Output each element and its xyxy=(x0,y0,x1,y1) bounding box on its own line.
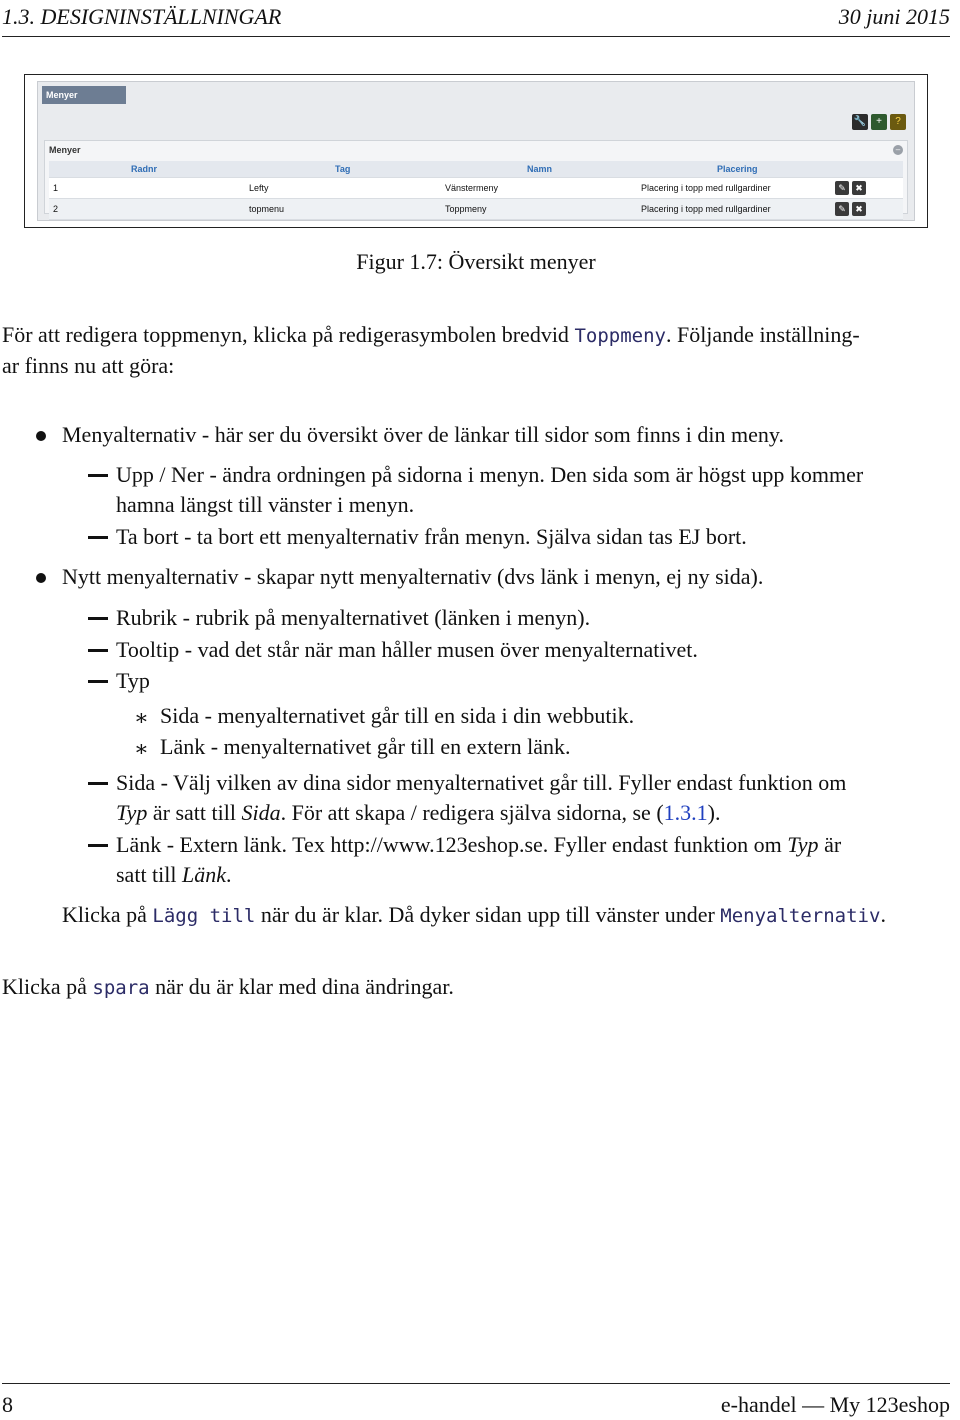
edit-icon[interactable]: ✎ xyxy=(835,181,849,195)
code-menyalternativ: Menyalternativ xyxy=(720,905,881,927)
cell-placering: Placering i topp med rullgardiner xyxy=(641,204,771,214)
sub-item-text: hamna längst till vänster i menyn. xyxy=(116,492,415,517)
italic-lank: Länk xyxy=(182,862,226,887)
sub-item-text: är xyxy=(818,832,842,857)
sub-item-text: Sida - Välj vilken av dina sidor menyalternativet går till. Fyller endast funktion om xyxy=(116,770,847,795)
footer-rule xyxy=(2,1383,950,1384)
page-number: 8 xyxy=(2,1392,13,1417)
menus-panel xyxy=(44,140,908,214)
sub-item-text: är satt till xyxy=(147,800,242,825)
final-paragraph xyxy=(2,972,952,1003)
code-toppmeny: Toppmeny xyxy=(574,325,666,347)
sub-item-lank-extern xyxy=(116,830,956,890)
table-header-row xyxy=(49,161,903,178)
menus-table xyxy=(49,161,903,220)
admin-screenshot xyxy=(37,81,915,221)
sub-item-ta-bort: Ta bort - ta bort ett menyalternativ från menyn. Själva sidan tas EJ bort. xyxy=(116,524,747,549)
footer-title: e-handel — My 123eshop xyxy=(720,1392,950,1417)
sub-item-rubrik: Rubrik - rubrik på menyalternativet (länken i menyn). xyxy=(116,605,591,630)
code-spara: spara xyxy=(92,977,150,999)
bullet-nytt-menyalternativ: Nytt menyalternativ - skapar nytt menyalternativ (dvs länk i menyn, ej ny sida). xyxy=(62,564,764,589)
toolbar xyxy=(852,114,906,130)
paragraph-text: när du är klar med dina ändringar. xyxy=(149,974,454,999)
sub-item-typ: Typ xyxy=(116,668,150,693)
section-title: 1.3. DESIGNINSTÄLLNINGAR xyxy=(2,4,282,29)
paragraph-text: Klicka på xyxy=(62,902,153,927)
cell-radnr: 2 xyxy=(53,204,59,214)
cell-radnr: 1 xyxy=(53,183,59,193)
star-marker: ∗ xyxy=(134,736,149,761)
sub-item-text: ). xyxy=(707,800,721,825)
dash-marker xyxy=(88,649,108,652)
sub-sub-item-lank: Länk - menyalternativet går till en extern länk. xyxy=(160,734,571,759)
sub-sub-item-sida: Sida - menyalternativet går till en sida i din webbutik. xyxy=(160,703,635,728)
column-header-radnr[interactable]: Radnr xyxy=(131,164,158,174)
column-header-placering[interactable]: Placering xyxy=(717,164,758,174)
sub-item-text: . För att skapa / redigera själva sidorna, se ( xyxy=(280,800,664,825)
sub-item-sida-val xyxy=(116,768,956,828)
sub-item-text: Länk - Extern länk. Tex http://www.123eshop.se. Fyller endast funktion om xyxy=(116,832,788,857)
italic-typ: Typ xyxy=(116,800,148,825)
dash-marker xyxy=(88,536,108,539)
page-header xyxy=(2,0,950,36)
sub-item-tooltip: Tooltip - vad det står när man håller musen över menyalternativet. xyxy=(116,637,698,662)
plus-icon[interactable]: + xyxy=(871,114,887,130)
star-marker: ∗ xyxy=(134,705,149,730)
collapse-icon[interactable]: – xyxy=(893,145,903,155)
bullet-marker xyxy=(36,573,46,583)
paragraph-text: . xyxy=(880,902,886,927)
trash-icon[interactable]: ✖ xyxy=(852,181,866,195)
column-header-namn[interactable]: Namn xyxy=(527,164,553,174)
bullet-menyalternativ: Menyalternativ - här ser du översikt över de länkar till sidor som finns i din meny. xyxy=(62,422,784,447)
code-lagg-till: Lägg till xyxy=(152,905,256,927)
section-reference-link[interactable]: 1.3.1 xyxy=(663,800,708,825)
klicka-lagg-till-paragraph xyxy=(62,900,958,931)
sub-item-upp-ner xyxy=(116,460,956,520)
header-date: 30 juni 2015 xyxy=(838,4,950,29)
dash-marker xyxy=(88,844,108,847)
cell-tag: topmenu xyxy=(249,204,285,214)
dash-marker xyxy=(88,782,108,785)
cell-tag: Lefty xyxy=(249,183,269,193)
figure-caption: Figur 1.7: Översikt menyer xyxy=(356,249,596,274)
dash-marker xyxy=(88,617,108,620)
italic-sida: Sida xyxy=(241,800,281,825)
wrench-icon[interactable]: 🔧 xyxy=(852,114,868,130)
dash-marker xyxy=(88,474,108,477)
menu-screenshot-figure xyxy=(24,74,928,228)
table-row xyxy=(49,178,903,199)
sub-item-text: . xyxy=(226,862,232,887)
cell-placering: Placering i topp med rullgardiner xyxy=(641,183,771,193)
intro-text-b: . Följande inställning- xyxy=(665,322,860,347)
table-row xyxy=(49,199,903,220)
sub-item-text: satt till xyxy=(116,862,182,887)
paragraph-text: Klicka på xyxy=(2,974,93,999)
intro-paragraph xyxy=(2,320,952,381)
sub-item-text: Upp / Ner - ändra ordningen på sidorna i menyn. Den sida som är högst upp kommer xyxy=(116,462,864,487)
cell-namn: Vänstermeny xyxy=(445,183,499,193)
bullet-marker xyxy=(36,431,46,441)
cell-namn: Toppmeny xyxy=(445,204,487,214)
question-icon[interactable]: ? xyxy=(890,114,906,130)
intro-text-c: ar finns nu att göra: xyxy=(2,353,175,378)
trash-icon[interactable]: ✖ xyxy=(852,202,866,216)
intro-text-a: För att redigera toppmenyn, klicka på redigerasymbolen bredvid xyxy=(2,322,575,347)
italic-typ: Typ xyxy=(787,832,819,857)
column-header-tag[interactable]: Tag xyxy=(335,164,351,174)
dash-marker xyxy=(88,680,108,683)
edit-icon[interactable]: ✎ xyxy=(835,202,849,216)
panel-title: Menyer xyxy=(49,145,81,155)
paragraph-text: när du är klar. Då dyker sidan upp till vänster under xyxy=(255,902,721,927)
header-rule xyxy=(2,36,950,37)
menus-tab[interactable]: Menyer xyxy=(42,86,126,104)
